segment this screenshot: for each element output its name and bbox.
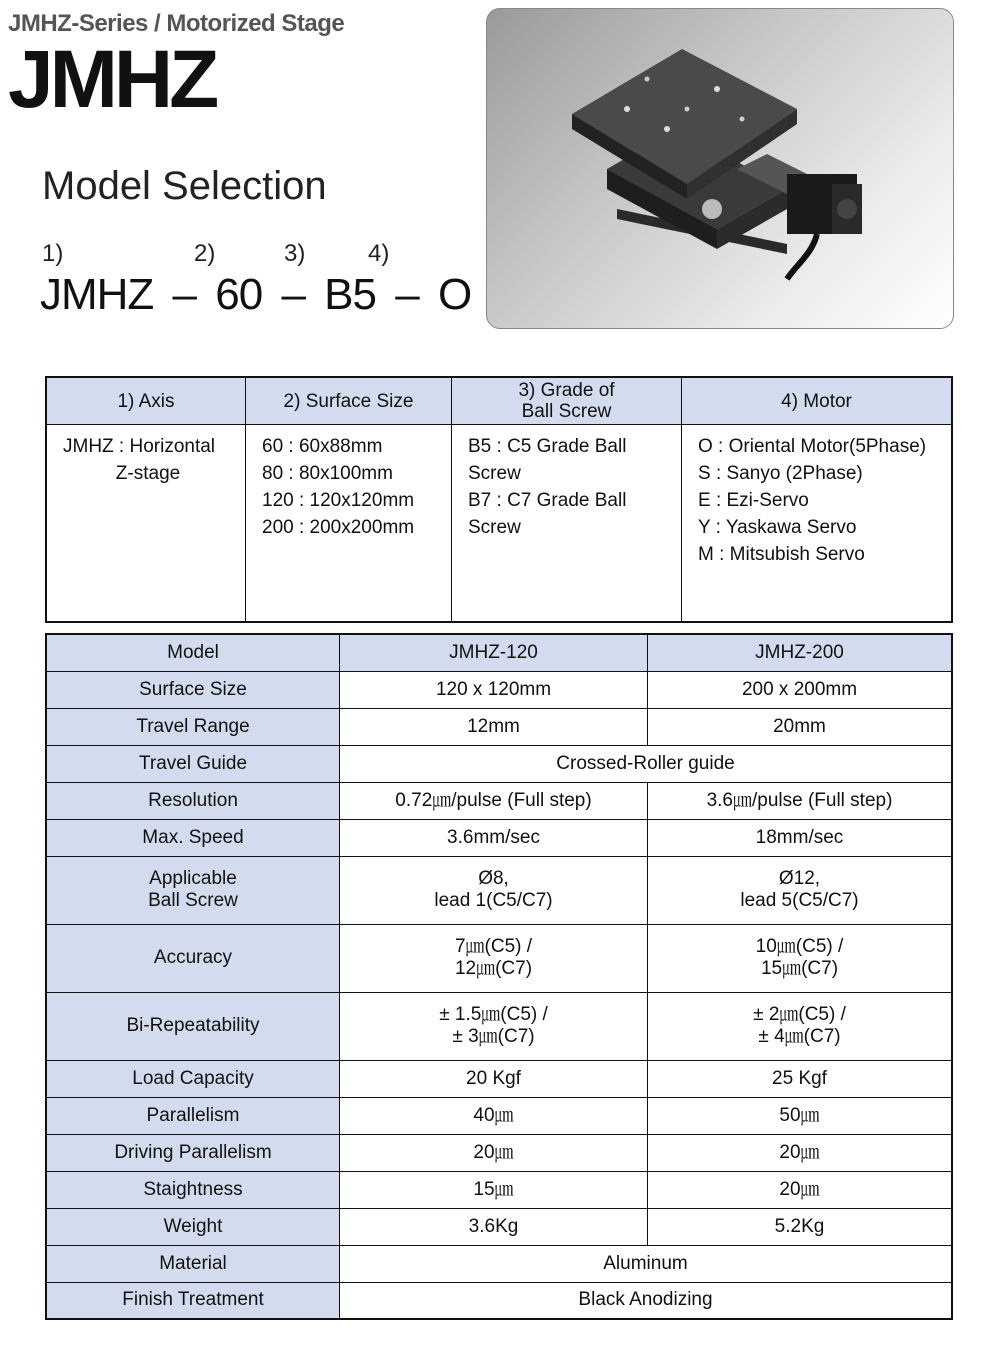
model-code <box>40 270 471 320</box>
code-part-motor: O <box>437 270 472 319</box>
model-header: JMHZ-200 <box>648 634 953 671</box>
motor-options <box>682 425 953 623</box>
spec-value: 3.6㎛/pulse (Full step) <box>648 782 953 819</box>
model-header: Model <box>46 634 340 671</box>
size-option: 80 : 80x100mm <box>262 463 393 484</box>
size-option: 60 : 60x88mm <box>262 436 383 457</box>
screw-option: Screw <box>468 463 521 484</box>
spec-label: Accuracy <box>46 924 340 992</box>
brand-title: JMHZ <box>8 34 216 125</box>
spec-header-row <box>46 634 952 671</box>
spec-value: Crossed-Roller guide <box>340 745 953 782</box>
spec-value: Ø12, lead 5(C5/C7) <box>648 856 953 924</box>
spec-row <box>46 1282 952 1319</box>
spec-value: 200 x 200mm <box>648 671 953 708</box>
spec-value: Ø8, lead 1(C5/C7) <box>340 856 648 924</box>
motor-option: S : Sanyo (2Phase) <box>698 463 863 484</box>
spec-label: Driving Parallelism <box>46 1134 340 1171</box>
spec-value: Aluminum <box>340 1245 953 1282</box>
code-dash: – <box>281 270 305 319</box>
specification-table <box>45 633 953 1320</box>
spec-value: 20 Kgf <box>340 1060 648 1097</box>
spec-value: 40㎛ <box>340 1097 648 1134</box>
selection-options-row <box>46 425 952 623</box>
spec-row <box>46 782 952 819</box>
axis-option: Z-stage <box>63 463 181 484</box>
code-part-axis: JMHZ <box>40 270 154 319</box>
spec-value: 15㎛ <box>340 1171 648 1208</box>
spec-row <box>46 992 952 1060</box>
spec-value: 20㎛ <box>648 1134 953 1171</box>
spec-value: 50㎛ <box>648 1097 953 1134</box>
spec-value: 10㎛(C5) / 15㎛(C7) <box>648 924 953 992</box>
surface-size-options <box>246 425 452 623</box>
axis-option: JMHZ : Horizontal <box>63 436 216 457</box>
spec-value: 18mm/sec <box>648 819 953 856</box>
spec-row <box>46 1171 952 1208</box>
ball-screw-options <box>452 425 682 623</box>
code-number-3: 3) <box>284 240 306 267</box>
screw-option: B7 : C7 Grade Ball <box>468 490 627 511</box>
spec-label: Finish Treatment <box>46 1282 340 1319</box>
spec-row <box>46 1245 952 1282</box>
model-header: JMHZ-120 <box>340 634 648 671</box>
spec-label: Parallelism <box>46 1097 340 1134</box>
model-selection-heading: Model Selection <box>42 164 327 208</box>
spec-value: 12mm <box>340 708 648 745</box>
spec-value: ± 1.5㎛(C5) / ± 3㎛(C7) <box>340 992 648 1060</box>
model-selection-table <box>45 376 953 623</box>
spec-value: 120 x 120mm <box>340 671 648 708</box>
spec-row <box>46 1097 952 1134</box>
size-option: 200 : 200x200mm <box>262 517 415 538</box>
motorized-stage-illustration <box>487 9 953 328</box>
spec-row <box>46 924 952 992</box>
axis-options <box>46 425 246 623</box>
screw-option: B5 : C5 Grade Ball <box>468 436 627 457</box>
spec-row <box>46 745 952 782</box>
motor-header: 4) Motor <box>682 377 953 425</box>
spec-label: Load Capacity <box>46 1060 340 1097</box>
spec-row <box>46 1208 952 1245</box>
spec-label: Applicable Ball Screw <box>46 856 340 924</box>
spec-row <box>46 1134 952 1171</box>
spec-row <box>46 1060 952 1097</box>
spec-label: Weight <box>46 1208 340 1245</box>
code-number-4: 4) <box>368 240 390 267</box>
spec-value: 3.6mm/sec <box>340 819 648 856</box>
code-dash: – <box>395 270 419 319</box>
spec-value: 20㎛ <box>648 1171 953 1208</box>
motor-option: E : Ezi-Servo <box>698 490 809 511</box>
series-title: JMHZ-Series / Motorized Stage <box>8 10 345 37</box>
spec-label: Staightness <box>46 1171 340 1208</box>
spec-label: Surface Size <box>46 671 340 708</box>
spec-label: Travel Range <box>46 708 340 745</box>
spec-row <box>46 708 952 745</box>
code-part-size: 60 <box>215 270 263 319</box>
spec-label: Material <box>46 1245 340 1282</box>
motor-option: O : Oriental Motor(5Phase) <box>698 436 927 457</box>
motor-option: Y : Yaskawa Servo <box>698 517 857 538</box>
code-number-2: 2) <box>194 240 216 267</box>
code-number-1: 1) <box>42 240 64 267</box>
spec-value: 7㎛(C5) / 12㎛(C7) <box>340 924 648 992</box>
selection-header-row <box>46 377 952 425</box>
motor-option: M : Mitsubish Servo <box>698 544 865 565</box>
spec-value: 20㎛ <box>340 1134 648 1171</box>
spec-value: 25 Kgf <box>648 1060 953 1097</box>
spec-label: Max. Speed <box>46 819 340 856</box>
spec-value: Black Anodizing <box>340 1282 953 1319</box>
product-photo <box>486 8 954 329</box>
spec-row <box>46 856 952 924</box>
spec-label: Resolution <box>46 782 340 819</box>
screw-option: Screw <box>468 517 521 538</box>
spec-value: ± 2㎛(C5) / ± 4㎛(C7) <box>648 992 953 1060</box>
surface-size-header: 2) Surface Size <box>246 377 452 425</box>
spec-row <box>46 671 952 708</box>
size-option: 120 : 120x120mm <box>262 490 415 511</box>
axis-header: 1) Axis <box>46 377 246 425</box>
spec-value: 5.2Kg <box>648 1208 953 1245</box>
spec-label: Travel Guide <box>46 745 340 782</box>
spec-label: Bi-Repeatability <box>46 992 340 1060</box>
spec-value: 0.72㎛/pulse (Full step) <box>340 782 648 819</box>
code-dash: – <box>172 270 197 319</box>
spec-value: 3.6Kg <box>340 1208 648 1245</box>
ball-screw-header: 3) Grade of Ball Screw <box>452 377 682 425</box>
spec-row <box>46 819 952 856</box>
spec-value: 20mm <box>648 708 953 745</box>
code-part-screw: B5 <box>324 270 376 319</box>
